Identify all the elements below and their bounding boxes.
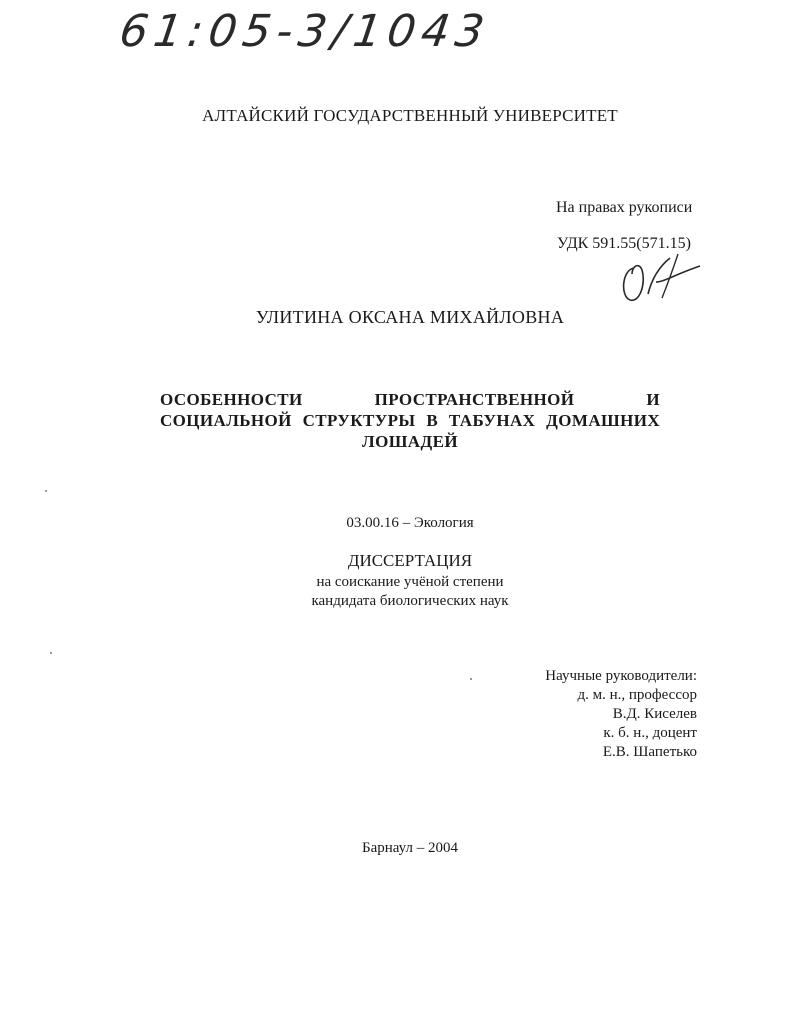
supervisors-heading: Научные руководители: — [545, 668, 697, 684]
supervisor-2-degree: к. б. н., доцент — [603, 725, 697, 741]
rights-notice: На правах рукописи — [556, 199, 693, 216]
supervisor-2-name: Е.В. Шапетько — [602, 744, 697, 760]
specialty-code: 03.00.16 – Экология — [346, 515, 474, 531]
handwritten-archive-code: 61:05-3/1043 — [116, 6, 494, 57]
degree-line-1: на соискание учёной степени — [316, 574, 504, 590]
signature-mark — [612, 248, 712, 308]
author-name: УЛИТИНА ОКСАНА МИХАЙЛОВНА — [255, 307, 565, 327]
dissertation-title: ОСОБЕННОСТИ ПРОСТРАНСТВЕННОЙ И СОЦИАЛЬНОЙ СТРУКТУРЫ В ТАБУНАХ ДОМАШНИХ ЛОШАДЕЙ — [160, 390, 660, 451]
university-name: АЛТАЙСКИЙ ГОСУДАРСТВЕННЫЙ УНИВЕРСИТЕТ — [202, 106, 618, 125]
scan-speck — [45, 490, 47, 492]
place-and-year: Барнаул – 2004 — [361, 840, 459, 856]
udk-code: УДК 591.55(571.15) — [557, 235, 691, 252]
supervisors-block — [400, 667, 697, 762]
scan-speck — [50, 652, 52, 654]
dissertation-label: ДИССЕРТАЦИЯ — [347, 551, 473, 570]
scan-speck — [470, 678, 472, 680]
supervisor-1-name: В.Д. Киселев — [612, 706, 697, 722]
degree-line-2: кандидата биологических наук — [311, 593, 509, 609]
supervisor-1-degree: д. м. н., профессор — [577, 687, 697, 703]
